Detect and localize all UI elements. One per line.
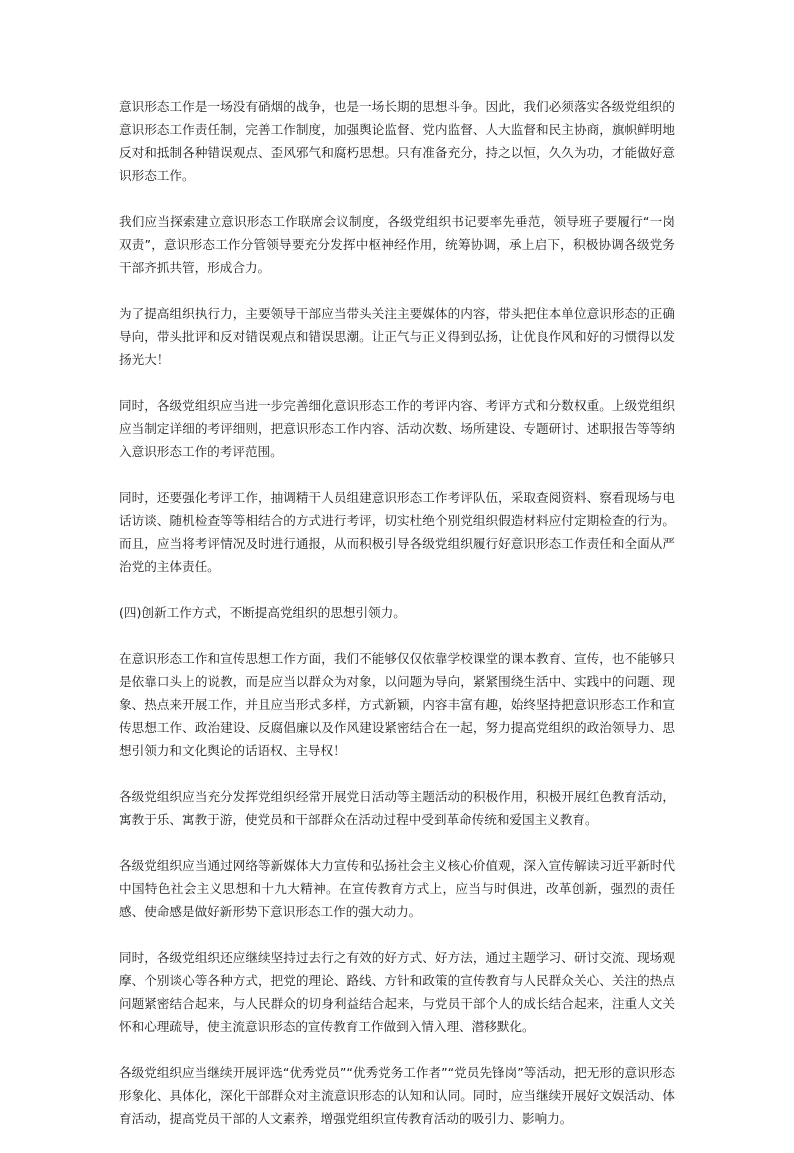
paragraph-propaganda-methods: 在意识形态工作和宣传思想工作方面，我们不能够仅仅依靠学校课堂的课本教育、宣传，也不能够只是依靠口头上的说教，而是应当以群众为对象，以问题为导向，紧紧围绕生活中、实践中的问题、现象、热点来开展工作，并且应当形式多样，方式新颖，内容丰富有趣，始终坚持把意识形态工作和宣传思想工作、政治建设、反腐倡廉以及作风建设紧密结合在一起，努力提高党组织的政治领导力、思想引领力和文化舆论的话语权、主导权！ <box>119 651 675 758</box>
paragraph-ideology-struggle: 意识形态工作是一场没有硝烟的战争，也是一场长期的思想斗争。因此，我们必须落实各级党组织的意识形态工作责任制，完善工作制度，加强舆论监督、党内监督、人大监督和民主协商，旗帜鲜明地反对和抵制各种错误观点、歪风邪气和腐朽思想。只有准备充分，持之以恒，久久为功，才能做好意识形态工作。 <box>119 99 675 183</box>
paragraph-joint-meeting-system: 我们应当探索建立意识形态工作联席会议制度，各级党组织书记要率先垂范，领导班子要履行“一岗双责”，意识形态工作分管领导要充分发挥中枢神经作用，统筹协调，承上启下，积极协调各级党务干部齐抓共管，形成合力。 <box>119 214 675 275</box>
paragraph-effective-methods: 同时，各级党组织还应继续坚持过去行之有效的好方式、好方法，通过主题学习、研讨交流、现场观摩、个别谈心等各种方式，把党的理论、路线、方针和政策的宣传教育与人民群众关心、关注的热点问题紧密结合起来，与人民群众的切身利益结合起来，与党员干部个人的成长结合起来，注重人文关怀和心理疏导，使主流意识形态的宣传教育工作做到入情入理、潜移默化。 <box>119 950 675 1034</box>
document-body <box>119 95 675 1153</box>
paragraph-party-day-activities: 各级党组织应当充分发挥党组织经常开展党日活动等主题活动的积极作用，积极开展红色教育活动，寓教于乐、寓教于游，使党员和干部群众在活动过程中受到革命传统和爱国主义教育。 <box>119 789 675 827</box>
paragraph-leadership-execution: 为了提高组织执行力，主要领导干部应当带头关注主要媒体的内容，带头把住本单位意识形态的正确导向，带头批评和反对错误观点和错误思潮。让正气与正义得到弘扬，让优良作风和好的习惯得以发扬光大！ <box>119 306 675 367</box>
paragraph-evaluation-content: 同时，各级党组织应当进一步完善细化意识形态工作的考评内容、考评方式和分数权重。上级党组织应当制定详细的考评细则，把意识形态工作内容、活动次数、场所建设、专题研讨、述职报告等等纳入意识形态工作的考评范围。 <box>119 398 675 459</box>
paragraph-evaluation-work: 同时，还要强化考评工作，抽调精干人员组建意识形态工作考评队伍，采取查阅资料、察看现场与电话访谈、随机检查等等相结合的方式进行考评，切实杜绝个别党组织假造材料应付定期检查的行为。而且，应当将考评情况及时进行通报，从而积极引导各级党组织履行好意识形态工作责任和全面从严治党的主体责任。 <box>119 490 675 574</box>
paragraph-new-media: 各级党组织应当通过网络等新媒体大力宣传和弘扬社会主义核心价值观，深入宣传解读习近平新时代中国特色社会主义思想和十九大精神。在宣传教育方式上，应当与时俱进，改革创新，强烈的责任感、使命感是做好新形势下意识形态工作的强大动力。 <box>119 858 675 919</box>
section-heading-innovation: (四)创新工作方式，不断提高党组织的思想引领力。 <box>119 605 406 620</box>
paragraph-award-activities: 各级党组织应当继续开展评选“优秀党员”“优秀党务工作者”“党员先锋岗”等活动，把无形的意识形态形象化、具体化，深化干部群众对主流意识形态的认知和认同。同时，应当继续开展好文娱活动、体育活动，提高党员干部的人文素养，增强党组织宣传教育活动的吸引力、影响力。 <box>119 1065 675 1126</box>
